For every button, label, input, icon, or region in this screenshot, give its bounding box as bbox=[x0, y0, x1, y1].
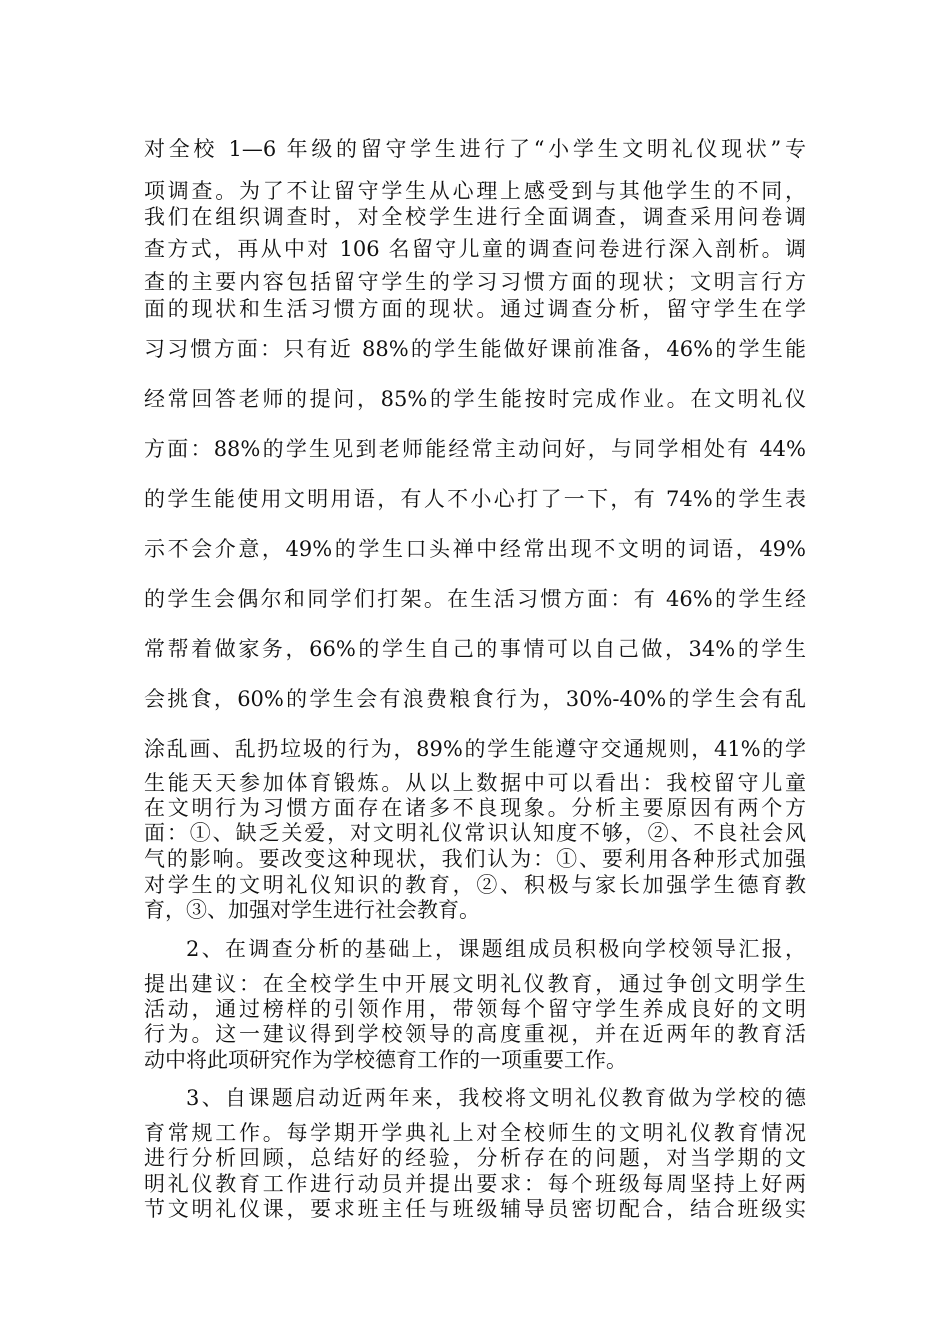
text-line: 提出建议：在全校学生中开展文明礼仪教育，通过争创文明学生 bbox=[144, 972, 806, 996]
text-line: 习习惯方面：只有近 88%的学生能做好课前准备，46%的学生能 bbox=[144, 337, 806, 361]
text-line: 会挑食，60%的学生会有浪费粮食行为，30%-40%的学生会有乱 bbox=[144, 687, 806, 711]
text-line: 进行分析回顾，总结好的经验，分析存在的问题，对当学期的文 bbox=[144, 1146, 806, 1170]
text-line: 查方式，再从中对 106 名留守儿童的调查问卷进行深入剖析。调 bbox=[144, 237, 806, 261]
text-line: 面：①、缺乏关爱，对文明礼仪常识认知度不够，②、不良社会风 bbox=[144, 821, 806, 845]
text-line: 项调查。为了不让留守学生从心理上感受到与其他学生的不同， bbox=[144, 179, 806, 203]
text-line: 方面：88%的学生见到老师能经常主动问好，与同学相处有 44% bbox=[144, 437, 806, 461]
text-line: 经常回答老师的提问，85%的学生能按时完成作业。在文明礼仪 bbox=[144, 387, 806, 411]
text-line: 动中将此项研究作为学校德育工作的一项重要工作。 bbox=[144, 1048, 627, 1072]
text-line: 生能天天参加体育锻炼。从以上数据中可以看出：我校留守儿童 bbox=[144, 771, 806, 795]
text-line: 涂乱画、乱扔垃圾的行为，89%的学生能遵守交通规则，41%的学 bbox=[144, 737, 806, 761]
text-line: 面的现状和生活习惯方面的现状。通过调查分析，留守学生在学 bbox=[144, 297, 806, 321]
text-line: 的学生能使用文明用语，有人不小心打了一下，有 74%的学生表 bbox=[144, 487, 806, 511]
text-line: 活动，通过榜样的引领作用，带领每个留守学生养成良好的文明 bbox=[144, 997, 806, 1021]
text-line: 在文明行为习惯方面存在诸多不良现象。分析主要原因有两个方 bbox=[144, 796, 806, 820]
paragraph-first-line: 2、在调查分析的基础上，课题组成员积极向学校领导汇报， bbox=[186, 937, 806, 961]
text-line: 对学生的文明礼仪知识的教育，②、积极与家长加强学生德育教 bbox=[144, 873, 806, 897]
text-line: 示不会介意，49%的学生口头禅中经常出现不文明的词语，49% bbox=[144, 537, 806, 561]
text-line: 育常规工作。每学期开学典礼上对全校师生的文明礼仪教育情况 bbox=[144, 1121, 806, 1145]
text-line: 常帮着做家务，66%的学生自己的事情可以自己做，34%的学生 bbox=[144, 637, 806, 661]
text-line: 查的主要内容包括留守学生的学习习惯方面的现状；文明言行方 bbox=[144, 270, 806, 294]
paragraph-first-line: 3、自课题启动近两年来，我校将文明礼仪教育做为学校的德 bbox=[186, 1086, 806, 1110]
text-line: 对全校 1—6 年级的留守学生进行了“小学生文明礼仪现状”专 bbox=[144, 137, 806, 161]
text-line: 我们在组织调查时，对全校学生进行全面调查，调查采用问卷调 bbox=[144, 205, 806, 229]
text-line: 育，③、加强对学生进行社会教育。 bbox=[144, 898, 480, 922]
text-line: 行为。这一建议得到学校领导的高度重视，并在近两年的教育活 bbox=[144, 1022, 806, 1046]
text-line: 的学生会偶尔和同学们打架。在生活习惯方面：有 46%的学生经 bbox=[144, 587, 806, 611]
text-line: 节文明礼仪课，要求班主任与班级辅导员密切配合，结合班级实 bbox=[144, 1197, 806, 1221]
text-line: 明礼仪教育工作进行动员并提出要求：每个班级每周坚持上好两 bbox=[144, 1172, 806, 1196]
text-line: 气的影响。要改变这种现状，我们认为：①、要利用各种形式加强 bbox=[144, 847, 806, 871]
